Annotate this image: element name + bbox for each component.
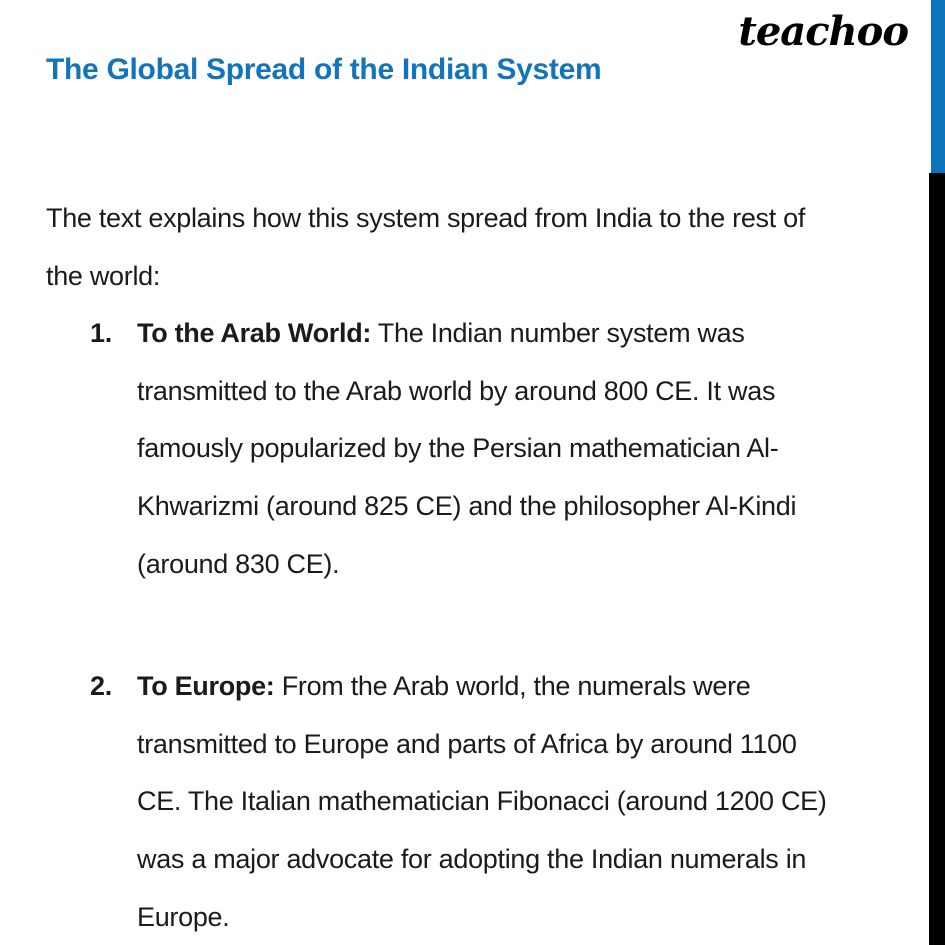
list-item-arab-world <box>46 305 916 593</box>
list-item-number: 2. <box>90 671 112 702</box>
list-item-line: transmitted to the Arab world by around 800 CE. It was <box>137 375 776 406</box>
list-item-line: Europe. <box>137 901 230 932</box>
page-title: The Global Spread of the Indian System <box>46 53 602 86</box>
list-item-line: transmitted to Europe and parts of Africa by around 1100 <box>137 728 797 759</box>
list-item-text: From the Arab world, the numerals were <box>274 671 751 702</box>
intro-line: The text explains how this system spread from India to the rest of <box>46 203 806 233</box>
body-text <box>46 190 916 945</box>
list-item-line <box>137 305 916 363</box>
list-item-number: 1. <box>90 318 112 349</box>
teachoo-logo: teachoo <box>738 8 908 55</box>
intro-line: the world: <box>46 260 161 291</box>
right-accent-blue-bar <box>931 0 945 173</box>
list-item-line: Khwarizmi (around 825 CE) and the philosopher Al-Kindi <box>137 490 797 521</box>
numbered-list <box>46 305 916 945</box>
list-item-line: CE. The Italian mathematician Fibonacci (around 1200 CE) <box>137 786 827 817</box>
list-item-line: (around 830 CE). <box>137 548 340 579</box>
intro-paragraph <box>46 190 916 305</box>
list-item-line: was a major advocate for adopting the Indian numerals in <box>137 843 807 874</box>
list-item-bold-label: To the Arab World: <box>137 318 372 349</box>
list-item-europe <box>46 658 916 945</box>
list-item-line <box>137 658 916 716</box>
list-item-line: famously popularized by the Persian mathematician Al- <box>137 433 779 464</box>
right-accent-black-bar <box>929 173 945 945</box>
list-item-text: The Indian number system was <box>371 318 745 349</box>
list-item-bold-label: To Europe: <box>137 671 275 702</box>
